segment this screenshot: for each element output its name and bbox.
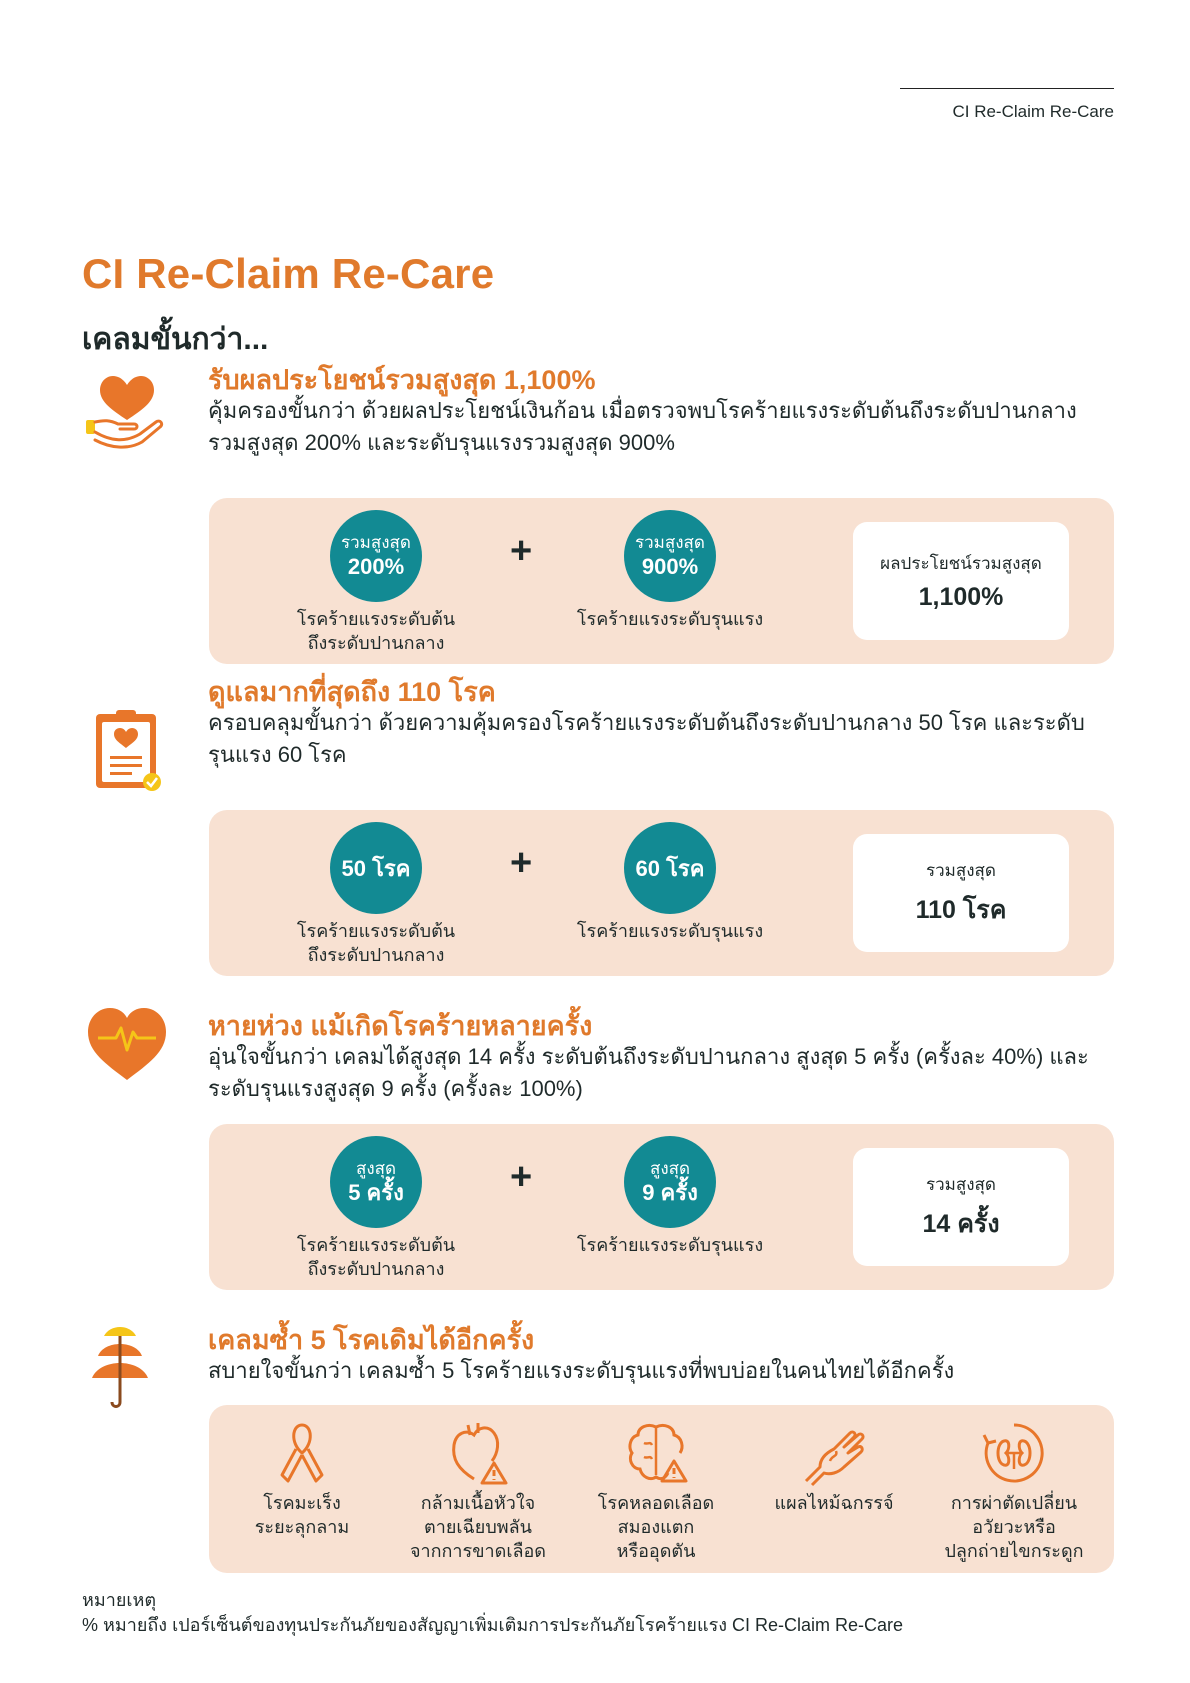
circle-label: โรคร้ายแรงระดับรุนแรง: [576, 1235, 764, 1255]
total-box: [853, 522, 1069, 640]
note-heading: หมายเหตุ: [82, 1590, 157, 1610]
circle-value: 900%: [641, 553, 699, 579]
recurring-diseases-panel: [209, 1405, 1114, 1573]
disease-item: [217, 1419, 387, 1539]
total-value: 14 ครั้ง: [922, 1209, 1000, 1238]
circle-caption: สูงสุด: [355, 1158, 397, 1178]
circle-caption: สูงสุด: [649, 1158, 691, 1178]
benefit-panel: [209, 498, 1114, 664]
page-subtitle: เคลมขั้นกว่า...: [82, 323, 269, 356]
moderate-benefit-circle: [330, 510, 422, 602]
circle-value: 60 โรค: [635, 855, 705, 881]
total-label: รวมสูงสุด: [926, 1174, 996, 1194]
circle-caption: รวมสูงสุด: [341, 532, 411, 552]
severe-diseases-circle: [624, 822, 716, 914]
hand-burn-icon: [800, 1419, 868, 1487]
section-title: รับผลประโยชน์รวมสูงสุด 1,100%: [208, 365, 596, 395]
claims-panel: [209, 1124, 1114, 1290]
disease-label: กล้ามเนื้อหัวใจ ตายเฉียบพลัน จากการขาดเลือด: [409, 1493, 546, 1561]
total-box: [853, 1148, 1069, 1266]
umbrella-icon: [82, 1322, 172, 1412]
severe-benefit-circle: [624, 510, 716, 602]
section-body: ครอบคลุมขั้นกว่า ด้วยความคุ้มครองโรคร้ายแรงระดับต้นถึงระดับปานกลาง 50 โรค และระดับรุนแรง 60 โรค: [208, 710, 1085, 767]
brain-warning-icon: [622, 1419, 690, 1487]
circle-caption: รวมสูงสุด: [635, 532, 705, 552]
heartbeat-icon: [82, 1000, 172, 1090]
circle-value: 50 โรค: [341, 855, 411, 881]
disease-item: [929, 1419, 1099, 1563]
section-title: ดูแลมากที่สุดถึง 110 โรค: [208, 677, 496, 707]
clipboard-heart-icon: [82, 706, 172, 796]
total-box: [853, 834, 1069, 952]
disease-item: [393, 1419, 563, 1563]
section-body: คุ้มครองขั้นกว่า ด้วยผลประโยชน์เงินก้อน เมื่อตรวจพบโรคร้ายแรงระดับต้นถึงระดับปานกลาง รวมสูงสุด 200% และระดับรุนแรงรวมสูงสุด 900%: [208, 398, 1077, 455]
disease-label: โรคมะเร็ง ระยะลุกลาม: [254, 1493, 350, 1537]
page-title: CI Re-Claim Re-Care: [82, 250, 495, 297]
note-text: % หมายถึง เปอร์เซ็นต์ของทุนประกันภัยของสัญญาเพิ่มเติมการประกันภัยโรคร้ายแรง CI Re-Claim Re-Care: [82, 1615, 904, 1635]
circle-value: 5 ครั้ง: [348, 1179, 404, 1205]
organ-transplant-icon: [980, 1419, 1048, 1487]
plus-sign: +: [510, 1156, 533, 1198]
section-body: อุ่นใจขั้นกว่า เคลมได้สูงสุด 14 ครั้ง ระดับต้นถึงระดับปานกลาง สูงสุด 5 ครั้ง (ครั้งละ 40%) และระดับรุนแรงสูงสุด 9 ครั้ง (ครั้งละ 100%): [208, 1044, 1089, 1101]
section-body: สบายใจขั้นกว่า เคลมซ้ำ 5 โรคร้ายแรงระดับรุนแรงที่พบบ่อยในคนไทยได้อีกครั้ง: [208, 1358, 955, 1383]
header-doc-name: CI Re-Claim Re-Care: [952, 102, 1114, 121]
disease-label: โรคหลอดเลือด สมองแตก หรืออุดตัน: [597, 1493, 715, 1561]
disease-item: [749, 1419, 919, 1515]
coverage-panel: [209, 810, 1114, 976]
total-value: 1,100%: [918, 583, 1004, 611]
section-title: หายห่วง แม้เกิดโรคร้ายหลายครั้ง: [208, 1011, 593, 1041]
heart-organ-warning-icon: [444, 1419, 512, 1487]
disease-label: การผ่าตัดเปลี่ยน อวัยวะหรือ ปลูกถ่ายไขกระดูก: [944, 1493, 1084, 1561]
circle-label: โรคร้ายแรงระดับต้น ถึงระดับปานกลาง: [296, 609, 456, 653]
severe-claims-circle: [624, 1136, 716, 1228]
plus-sign: +: [510, 842, 533, 884]
heart-hand-icon: [82, 362, 172, 452]
disease-label: แผลไหม้ฉกรรจ์: [774, 1493, 894, 1513]
total-label: รวมสูงสุด: [926, 860, 996, 880]
circle-value: 9 ครั้ง: [642, 1179, 698, 1205]
cancer-ribbon-icon: [268, 1419, 336, 1487]
total-label: ผลประโยชน์รวมสูงสุด: [880, 554, 1042, 573]
disease-item: [571, 1419, 741, 1563]
section-title: เคลมซ้ำ 5 โรคเดิมได้อีกครั้ง: [208, 1325, 535, 1355]
moderate-claims-circle: [330, 1136, 422, 1228]
moderate-diseases-circle: [330, 822, 422, 914]
circle-label: โรคร้ายแรงระดับต้น ถึงระดับปานกลาง: [296, 1235, 456, 1279]
circle-label: โรคร้ายแรงระดับรุนแรง: [576, 609, 764, 629]
circle-label: โรคร้ายแรงระดับต้น ถึงระดับปานกลาง: [296, 921, 456, 965]
plus-sign: +: [510, 530, 533, 572]
circle-value: 200%: [347, 553, 405, 579]
total-value: 110 โรค: [915, 895, 1007, 924]
circle-label: โรคร้ายแรงระดับรุนแรง: [576, 921, 764, 941]
header-rule: [900, 88, 1114, 89]
